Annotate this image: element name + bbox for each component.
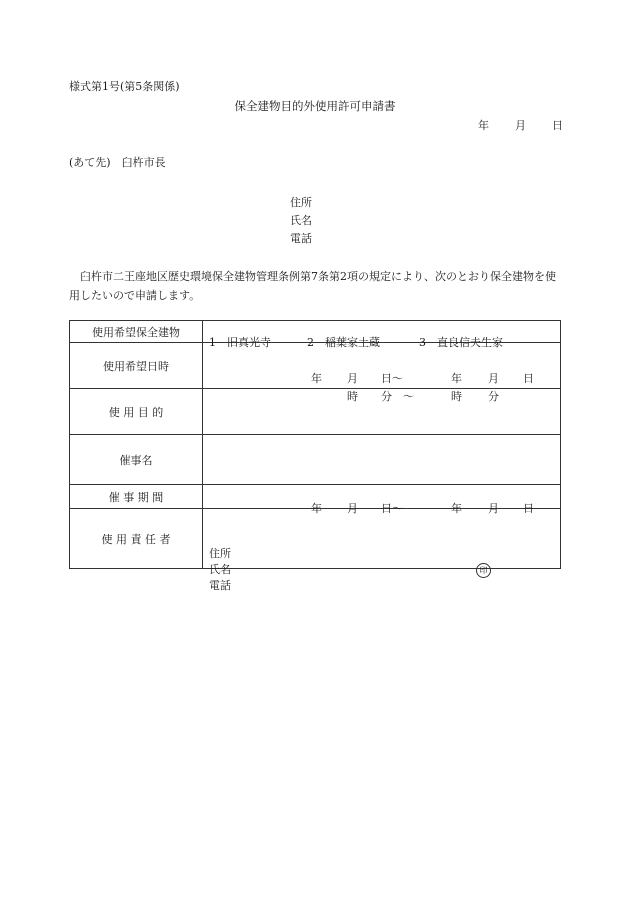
usage-datetime-label: 使用希望日時: [70, 343, 203, 389]
applicant-phone-label: 電話: [290, 232, 312, 245]
table-row: [70, 321, 561, 343]
period-to-month: 月: [488, 501, 499, 515]
table-row: [70, 389, 561, 435]
date-year: 年: [478, 119, 489, 132]
date-month: 月: [515, 119, 526, 132]
responsible-person-value: [203, 509, 561, 592]
to-day: 日: [523, 371, 534, 385]
from-minute: 分 ～: [381, 389, 414, 403]
to-month: 月: [488, 371, 499, 385]
responsible-name-label: 氏名: [209, 562, 231, 576]
event-period-value: [203, 485, 561, 515]
from-day: 日～: [381, 371, 403, 385]
period-to-year: 年: [451, 501, 462, 515]
to-minute: 分: [488, 389, 499, 403]
form-number-label: 様式第1号(第5条関係): [69, 80, 180, 93]
event-name-label: 催事名: [70, 435, 203, 485]
period-from-month: 月: [347, 501, 358, 515]
table-row: [70, 343, 561, 389]
building-option-2: 2 稲葉家土蔵: [307, 335, 380, 349]
period-to-day: 日: [523, 501, 534, 515]
usage-datetime-value: [203, 343, 561, 403]
seal-mark: 印: [476, 563, 491, 578]
building-option-3: 3 直良信夫生家: [419, 335, 503, 349]
application-form-table: [69, 320, 561, 592]
event-name-value: [203, 435, 561, 485]
date-day: 日: [552, 119, 563, 132]
responsible-address-label: 住所: [209, 546, 231, 560]
applicant-address-label: 住所: [290, 196, 312, 209]
purpose-label: 使 用 目 的: [70, 389, 203, 435]
to-year: 年: [451, 371, 462, 385]
from-month: 月: [347, 371, 358, 385]
building-option-1: 1 旧真光寺: [209, 335, 271, 349]
document-title: 保全建物目的外使用許可申請書: [234, 99, 396, 113]
responsible-person-label: 使 用 責 任 者: [70, 509, 203, 569]
responsible-phone-label: 電話: [209, 578, 231, 592]
to-hour: 時: [451, 389, 462, 403]
event-period-label: 催 事 期 間: [70, 485, 203, 509]
table-row: [70, 509, 561, 569]
application-date: [478, 120, 563, 131]
building-label: 使用希望保全建物: [70, 321, 203, 343]
application-statement: 臼杵市二王座地区歴史環境保全建物管理条例第7条第2項の規定により、次のとおり保全建物を使用したいので申請します。: [69, 270, 556, 302]
from-hour: 時: [347, 389, 358, 403]
applicant-block: [290, 194, 312, 248]
addressee: (あて先) 臼杵市長: [69, 156, 166, 169]
applicant-name-label: 氏名: [290, 214, 312, 227]
period-from-year: 年: [311, 501, 322, 515]
purpose-value: [203, 389, 561, 435]
table-row: [70, 485, 561, 509]
period-from-day: 日～: [381, 501, 403, 515]
from-year: 年: [311, 371, 322, 385]
table-row: [70, 435, 561, 485]
building-options: [203, 321, 561, 349]
